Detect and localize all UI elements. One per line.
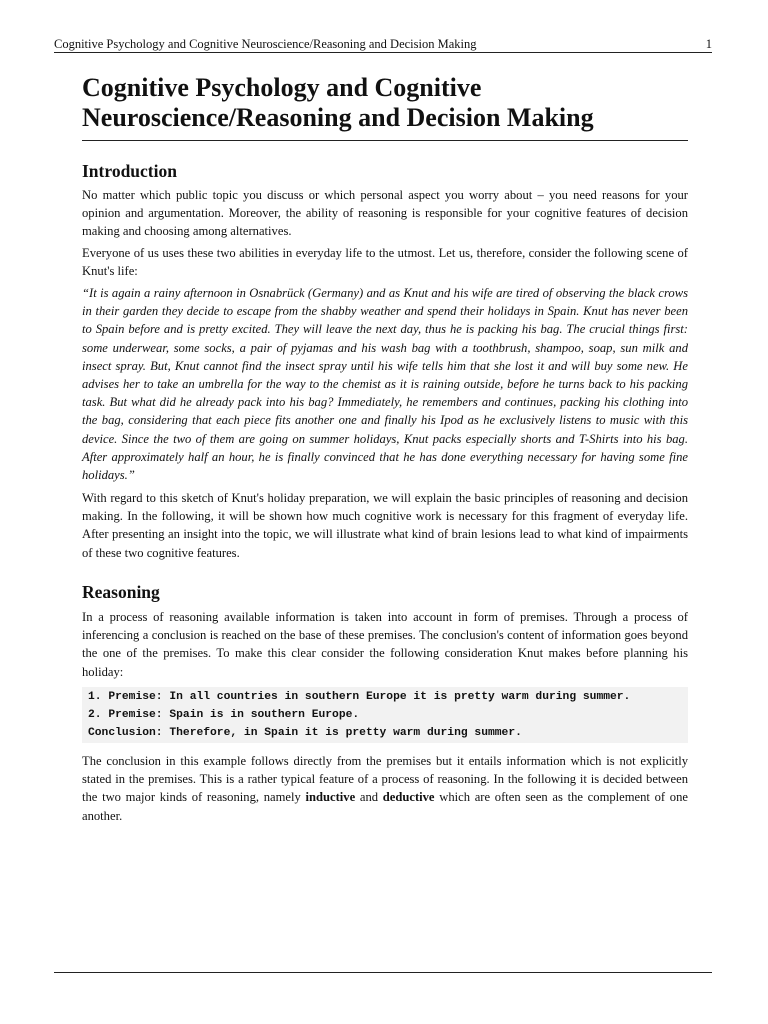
premise-2: 2. Premise: Spain is in southern Europe.	[88, 709, 360, 721]
knut-story-quote: “It is again a rainy afternoon in Osnabrück (Germany) and as Knut and his wife are tired of observing the black crows in their garden they decide to escape from the shabby weather and spend their holidays in Spain. Knut has never been to Spain before and is pretty excited. They will leave the next day, thus he is packing his bag. The crucial things first: some underwear, some socks, a pair of pyjamas and his wash bag with a toothbrush, shampoo, soap, sun milk and insect spray. But, Knut cannot find the insect spray until his wife tells him that she lost it and will buy some new. He advises her to take an umbrella for the way to the chemist as it is raining outside, before he turns back to his packing task. But what did he already pack into his bag? Immediately, he remembers and continues, packing his clothing into the bag, considering that each piece fits another one and finally his Ipod as he exclusively listens to music with this device. Since the two of them are going on summer holidays, Knut packs especially shorts and T-Shirts into his bag. After approximately half an hour, he is finally convinced that he has done everything necessary for having some fine holidays.”	[82, 286, 688, 483]
followup-text-1: The conclusion in this example follows directly from the premises but it entails information which is not explicitly stated in the premises. This is a rather typical feature of a process of reasoning. In the following it is decided between the two major kinds of reasoning, namely	[82, 754, 688, 805]
reasoning-followup-paragraph	[82, 752, 688, 825]
term-inductive: inductive	[305, 790, 356, 805]
running-header-title: Cognitive Psychology and Cognitive Neuroscience/Reasoning and Decision Making	[54, 37, 477, 51]
syllogism-code-block	[82, 687, 688, 743]
introduction-paragraph-2: Everyone of us uses these two abilities in everyday life to the utmost. Let us, therefore, consider the following scene of Knut's life:	[82, 246, 688, 279]
followup-text-3: which are often seen as the complement of one another.	[82, 790, 688, 823]
page-title: Cognitive Psychology and Cognitive Neuroscience/Reasoning and Decision Making	[82, 73, 688, 141]
followup-text-2: and	[355, 790, 383, 805]
conclusion: Conclusion: Therefore, in Spain it is pretty warm during summer.	[88, 727, 522, 739]
premise-1: 1. Premise: In all countries in southern Europe it is pretty warm during summer.	[88, 691, 631, 703]
reasoning-paragraph: In a process of reasoning available information is taken into account in form of premises. Through a process of inferencing a conclusion is reached on the base of these premises. The conclusion's content of information goes beyond the one of the premises. To make this clear consider the following consideration Knut makes before planning his holiday:	[82, 610, 688, 679]
reasoning-heading: Reasoning	[82, 582, 160, 602]
introduction-closing-paragraph: With regard to this sketch of Knut's holiday preparation, we will explain the basic principles of reasoning and decision making. In the following, it will be shown how much cognitive work is necessary for this fragment of everyday life. After presenting an insight into the topic, we will illustrate what kind of brain lesions lead to what kind of impairments of these two cognitive features.	[82, 491, 688, 560]
running-header	[54, 36, 712, 53]
term-deductive: deductive	[382, 790, 435, 805]
introduction-paragraph-1: No matter which public topic you discuss or which personal aspect you worry about – you need reasons for your opinion and argumentation. Moreover, the ability of reasoning is responsible for your cognitive features of decision making and choosing among alternatives.	[82, 188, 688, 239]
footer-rule	[54, 972, 712, 973]
page-number: 1	[705, 37, 712, 51]
introduction-heading: Introduction	[82, 161, 177, 181]
